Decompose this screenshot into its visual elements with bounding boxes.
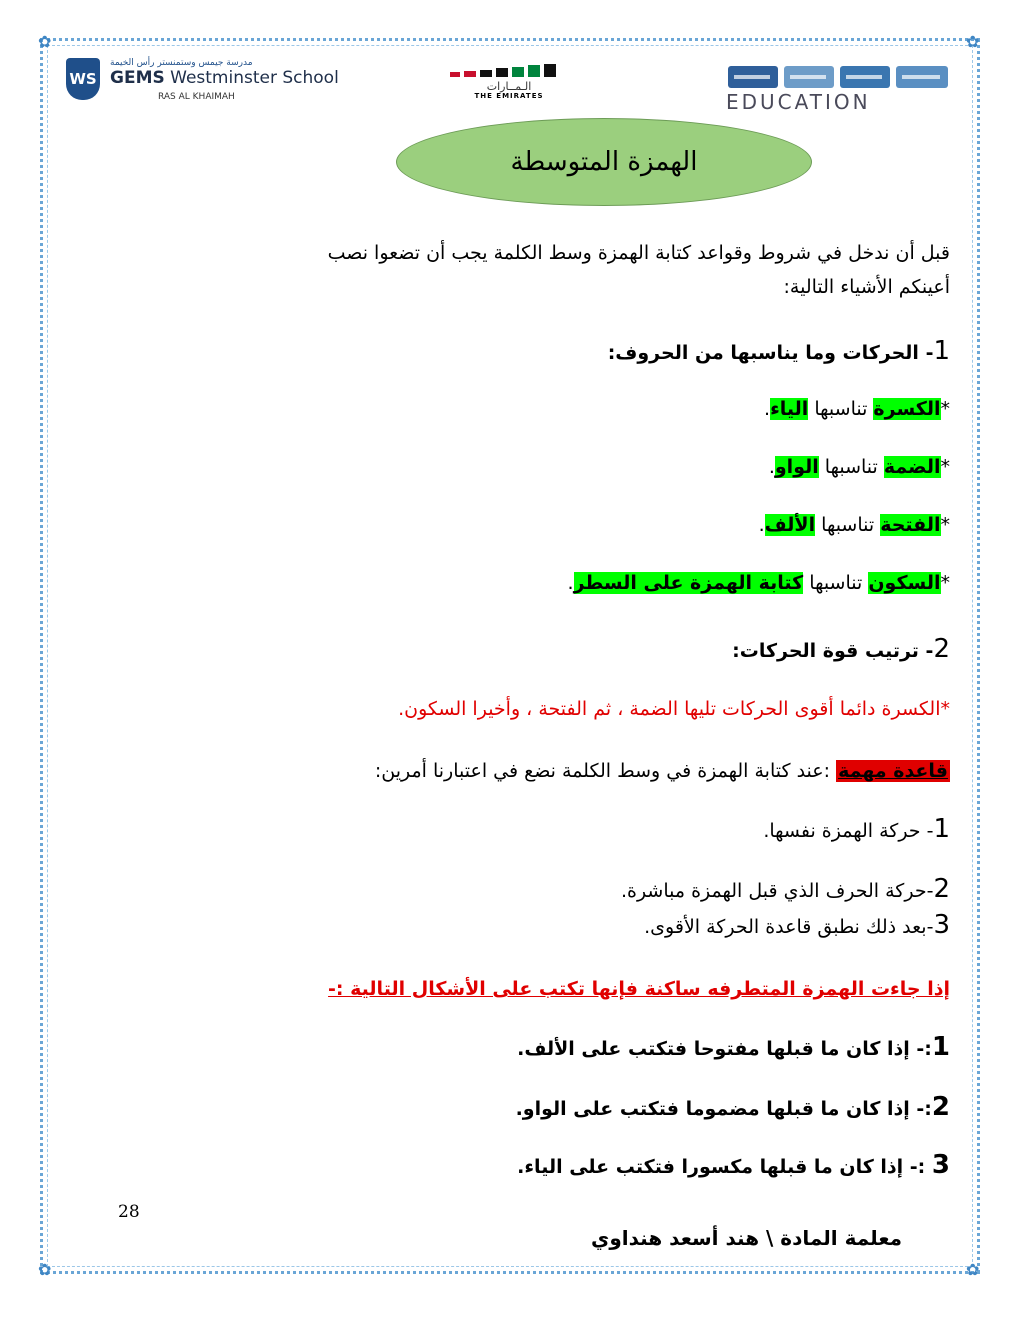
step-text: -بعد ذلك نطبق قاعدة الحركة الأقوى.: [644, 916, 934, 938]
case-text: :- إذا كان ما قبلها مفتوحا فتكتب على الألف.: [517, 1038, 932, 1060]
emirates-arabic-text: الـمــارات: [486, 80, 532, 93]
vowel-strength-rule: *الكسرة دائما أقوى الحركات تليها الضمة ، ثم الفتحة ، وأخيرا السكون.: [398, 698, 950, 720]
item-mid: تناسبها: [803, 572, 869, 594]
important-text: :عند كتابة الهمزة في وسط الكلمة نضع في اعتبارنا أمرين:: [374, 760, 837, 782]
vowel-rule-item: [230, 566, 950, 600]
emirates-english-text: THE EMIRATES: [474, 92, 544, 100]
school-name: [110, 68, 339, 88]
intro-line-1: قبل أن ندخل في شروط وقواعد كتابة الهمزة وسط الكلمة يجب أن تضعوا نصب: [327, 242, 950, 264]
item-end: .: [764, 398, 771, 420]
item-star: *: [940, 456, 950, 478]
step-text: -حركة الحرف الذي قبل الهمزة مباشرة.: [620, 880, 934, 902]
case-item: [230, 1148, 950, 1184]
case-number: 2: [931, 1092, 950, 1122]
vowel-rule-item: [230, 392, 950, 426]
item-end: .: [567, 572, 574, 594]
step-item: [230, 812, 950, 848]
section1-heading: [230, 334, 950, 370]
ws-shield-letters: WS: [69, 70, 97, 88]
the-emirates-logo: [444, 60, 574, 102]
section1-heading-text: - الحركات وما يناسبها من الحروف:: [607, 342, 934, 364]
title-ellipse: [396, 118, 812, 206]
item-vowel: الفتحة: [880, 514, 941, 536]
step-number: 1: [933, 814, 950, 844]
border-corner-ornament-icon: ✿: [38, 32, 52, 51]
vowel-rule-item: [230, 508, 950, 542]
intro-paragraph: [230, 236, 950, 304]
item-end: .: [768, 456, 775, 478]
item-vowel: الضمة: [883, 456, 941, 478]
section2-heading: [230, 632, 950, 668]
item-letter: الواو: [774, 456, 819, 478]
case-item: [230, 1090, 950, 1126]
school-arabic-name: مدرسة جيمس وستمنستر رأس الخيمة: [110, 58, 253, 68]
step-number: 3: [933, 910, 950, 940]
item-letter: الألف: [764, 514, 816, 536]
border-corner-ornament-icon: ✿: [38, 1260, 52, 1279]
teacher-signature: معلمة المادة \ هند أسعد هنداوي: [591, 1226, 902, 1250]
case-text: :- إذا كان ما قبلها مكسورا فتكتب على الياء.: [517, 1156, 932, 1178]
school-name-prefix: GEMS: [110, 68, 165, 88]
vowel-rule-item: [230, 450, 950, 484]
case-number: 3: [931, 1150, 950, 1180]
page-title: الهمزة المتوسطة: [510, 147, 698, 177]
section2-heading-text: - ترتيب قوة الحركات:: [732, 640, 934, 662]
step-item: [230, 908, 950, 944]
border-corner-ornament-icon: ✿: [966, 1260, 980, 1279]
ws-shield-icon: [66, 58, 100, 100]
school-location: RAS AL KHAIMAH: [158, 92, 235, 102]
gems-education-logo: [726, 64, 946, 114]
item-end: .: [758, 514, 765, 536]
item-vowel: السكون: [868, 572, 941, 594]
page-number: 28: [118, 1202, 140, 1222]
gems-westminster-logo: [66, 58, 339, 108]
item-star: *: [940, 398, 950, 420]
gems-wordmark-icon: [728, 64, 950, 90]
important-label: قاعدة مهمة: [838, 760, 948, 782]
item-letter: الياء: [770, 398, 809, 420]
step-item: [230, 872, 950, 908]
case-number: 1: [931, 1032, 950, 1062]
important-rule: [230, 754, 950, 788]
gems-tagline: EDUCATION: [726, 90, 871, 114]
step-number: 2: [933, 874, 950, 904]
final-hamza-heading: إذا جاءت الهمزة المتطرفه ساكنة فإنها تكتب على الأشكال التالية :-: [328, 978, 950, 1000]
item-star: *: [940, 572, 950, 594]
border-corner-ornament-icon: ✿: [966, 32, 980, 51]
section1-number: 1: [933, 336, 950, 366]
item-star: *: [940, 514, 950, 536]
emirates-flag-strokes-icon: [448, 64, 568, 80]
intro-line-2: أعينكم الأشياء التالية:: [783, 276, 950, 298]
item-mid: تناسبها: [808, 398, 874, 420]
case-text: :- إذا كان ما قبلها مضموما فتكتب على الواو.: [515, 1098, 932, 1120]
school-name-rest: Westminster School: [170, 68, 339, 88]
section2-number: 2: [933, 634, 950, 664]
item-mid: تناسبها: [818, 456, 884, 478]
item-vowel: الكسرة: [873, 398, 941, 420]
case-item: [230, 1030, 950, 1066]
step-text: - حركة الهمزة نفسها.: [763, 820, 934, 842]
item-mid: تناسبها: [815, 514, 881, 536]
item-letter: كتابة الهمزة على السطر: [573, 572, 804, 594]
